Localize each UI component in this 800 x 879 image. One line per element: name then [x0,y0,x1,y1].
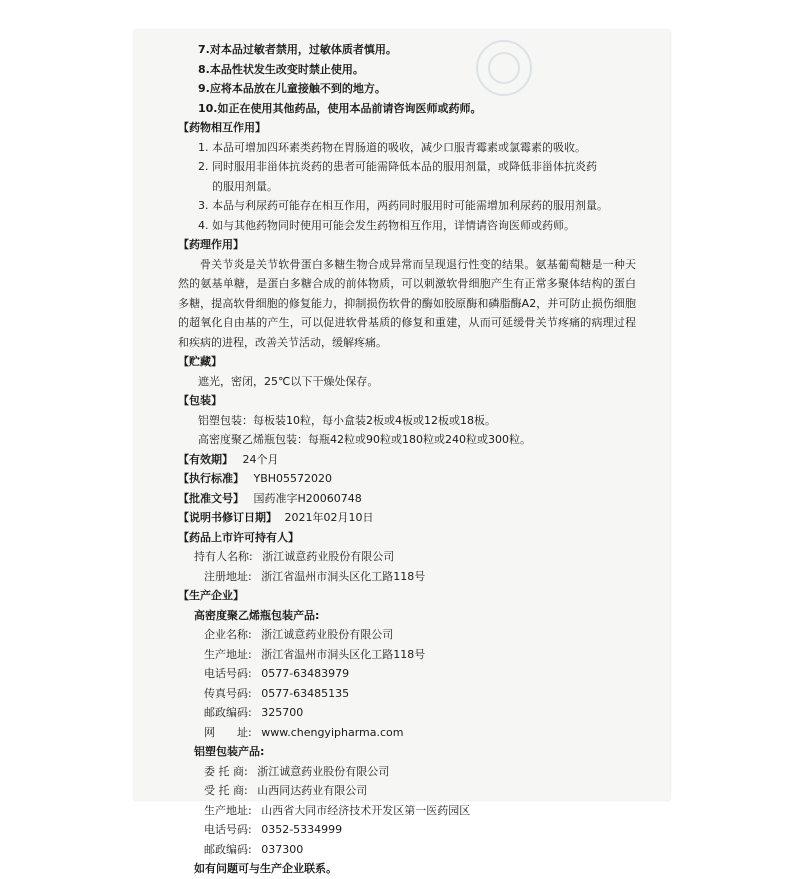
hdpe-field [178,684,648,704]
leaflet-content [178,40,648,879]
warning-10: 10.如正在使用其他药品，使用本品前请咨询医师或药师。 [198,101,482,115]
hdpe-field [178,645,648,665]
field-value: 037300 [261,842,304,856]
hdpe-field [178,625,648,645]
blister-field [178,762,648,782]
field-value: 山西省大同市经济技术开发区第一医药园区 [261,803,471,817]
field-value: 山西同达药业有限公司 [257,784,368,797]
field-value: 325700 [261,706,304,719]
packaging-hdpe: 高密度聚乙烯瓶包装：每瓶42粒或90粒或180粒或240粒或300粒。 [198,433,531,446]
field-value: 浙江诚意药业股份有限公司 [261,628,394,641]
blister-field [178,781,648,801]
storage-heading: 【贮藏】 [178,355,222,368]
field-label: 生产地址: [204,803,252,817]
shelf-life-label: 【有效期】 [178,452,233,466]
holder-address-label: 注册地址: [204,569,252,583]
interaction-item: 4. 如与其他药物同时使用可能会发生药物相互作用，详情请咨询医师或药师。 [198,218,575,232]
field-value: 浙江省温州市洞头区化工路118号 [261,647,426,661]
shelf-life-value: 24个月 [242,452,279,466]
standard-label: 【执行标准】 [178,472,244,485]
pharmacology-text: 骨关节炎是关节软骨蛋白多糖生物合成异常而呈现退行性变的结果。氨基葡萄糖是一种天然的氨基单糖，是蛋白多糖合成的前体物质，可以刺激软骨细胞产生有正常多聚体结构的蛋白多糖，提高软骨细胞的修复能力，抑制损伤软骨的酶如胶原酶和磷脂酶A2，并可防止损伤细胞的超氧化自由基的产生，可以促进软骨基质的修复和重建，从而可延缓骨关节疼痛的病理过程和疾病的进程，改善关节活动，缓解疼痛。 [178,257,636,349]
field-value: 浙江诚意药业股份有限公司 [257,764,390,778]
field-label: 网 址: [204,725,252,739]
standard-value: YBH05572020 [253,472,333,485]
approval-value: 国药准字H20060748 [253,491,362,505]
packaging-heading: 【包装】 [178,394,222,407]
warning-7: 7.对本品过敏者禁用，过敏体质者慎用。 [198,43,397,56]
field-label: 委 托 商: [204,764,248,778]
field-label: 电话号码: [204,667,252,680]
hdpe-field [178,723,648,743]
holder-name [178,547,648,567]
hdpe-field [178,703,648,723]
blister-field [178,801,648,821]
holder-address [178,567,648,587]
revision-label: 【说明书修订日期】 [178,511,277,524]
holder-heading: 【药品上市许可持有人】 [178,530,299,544]
hdpe-title: 高密度聚乙烯瓶包装产品: [194,608,320,622]
field-label: 邮政编码: [204,706,252,719]
standard [178,469,648,489]
field-label: 电话号码: [204,823,252,836]
blister-field [178,840,648,860]
field-label: 传真号码: [204,686,252,700]
pharmacology-heading: 【药理作用】 [178,238,244,251]
field-value: 0577-63485135 [261,686,350,700]
contact-note: 如有问题可与生产企业联系。 [194,862,337,875]
blister-field [178,820,648,840]
shelf-life [178,450,648,470]
holder-name-value: 浙江诚意药业股份有限公司 [262,550,395,563]
interaction-item: 3. 本品与利尿药可能存在相互作用，两药同时服用时可能需增加利尿药的服用剂量。 [198,199,608,212]
interaction-item: 2. 同时服用非甾体抗炎药的患者可能需降低本品的服用剂量，或降低非甾体抗炎药 [198,160,597,173]
interactions-heading: 【药物相互作用】 [178,121,266,134]
field-label: 生产地址: [204,647,252,661]
approval-label: 【批准文号】 [178,491,244,505]
warning-9: 9.应将本品放在儿童接触不到的地方。 [198,82,386,95]
revision-value: 2021年02月10日 [284,511,374,524]
field-value: 0352-5334999 [261,823,343,836]
interaction-item: 1. 本品可增加四环素类药物在胃肠道的吸收，减少口服青霉素或氯霉素的吸收。 [198,140,586,154]
warning-8: 8.本品性状发生改变时禁止使用。 [198,62,364,76]
field-label: 企业名称: [204,628,252,641]
storage-text: 遮光，密闭，25℃以下干燥处保存。 [198,374,379,388]
packaging-blister: 铝塑包装：每板装10粒，每小盒装2板或4板或12板或18板。 [198,413,496,427]
manufacturer-heading: 【生产企业】 [178,589,244,602]
holder-address-value: 浙江省温州市洞头区化工路118号 [261,569,426,583]
approval [178,489,648,509]
field-label: 邮政编码: [204,842,252,856]
revision [178,508,648,528]
website-value: www.chengyipharma.com [261,725,404,739]
holder-name-label: 持有人名称: [194,550,253,563]
interaction-item-cont: 的服用剂量。 [212,179,278,193]
blister-title: 铝塑包装产品: [194,745,265,758]
field-value: 0577-63483979 [261,667,350,680]
field-label: 受 托 商: [204,784,248,797]
hdpe-field [178,664,648,684]
